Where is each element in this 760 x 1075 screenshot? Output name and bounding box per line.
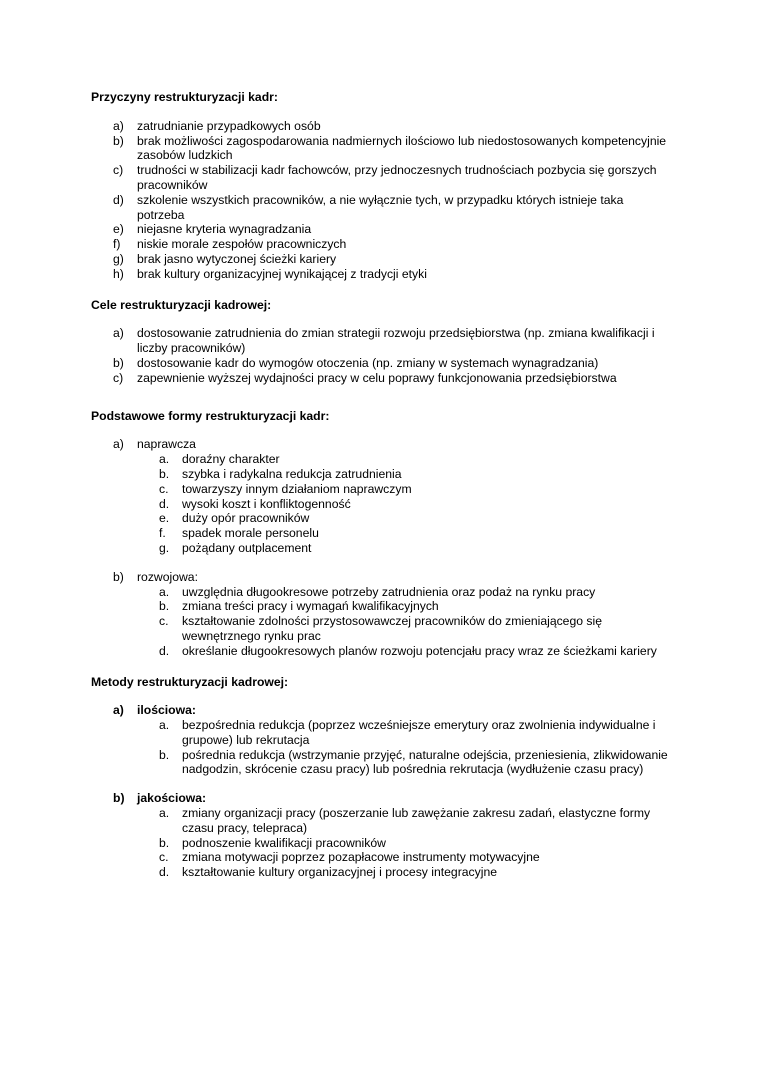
sub-list-item: [91, 836, 671, 851]
sub-list-marker: b.: [159, 747, 170, 762]
list-item: [91, 193, 671, 223]
list-marker: e): [113, 222, 124, 237]
list-item: [91, 134, 671, 164]
list-item: [91, 326, 671, 356]
sub-list-marker: e.: [159, 511, 170, 526]
sub-list-item-text: podnoszenie kwalifikacji pracowników: [182, 835, 386, 850]
sub-list-item-text: duży opór pracowników: [182, 511, 310, 526]
list-marker: a): [113, 326, 124, 341]
forms-list: [91, 437, 671, 658]
sub-list-item: [91, 482, 671, 497]
group-title: jakościowa:: [137, 791, 207, 806]
list-item-text: dostosowanie kadr do wymogów otoczenia (np. zmiany w systemach wynagradzania): [137, 355, 599, 370]
sub-list-item: [91, 850, 671, 865]
form-group-rozwojowa: [91, 570, 671, 585]
list-item: [91, 371, 671, 386]
list-item-text: brak możliwości zagospodarowania nadmiernych ilościowo lub niedostosowanych kompetencyjnie zasobów ludzkich: [137, 133, 667, 163]
list-item-text: niejasne kryteria wynagradzania: [137, 222, 312, 237]
list-marker: b): [113, 791, 125, 806]
sub-list-item: [91, 614, 671, 644]
sub-list-item: [91, 511, 671, 526]
sub-list-marker: b.: [159, 835, 170, 850]
list-marker: a): [113, 118, 124, 133]
sub-list-item: [91, 644, 671, 659]
sub-list-marker: c.: [159, 481, 169, 496]
sub-list-item-text: towarzyszy innym działaniom naprawczym: [182, 481, 412, 496]
section-heading-forms: Podstawowe formy restrukturyzacji kadr:: [91, 408, 330, 423]
section-heading-methods: Metody restrukturyzacji kadrowej:: [91, 674, 289, 689]
sub-list-item: [91, 806, 671, 836]
sub-list-item-text: wysoki koszt i konfliktogenność: [182, 496, 351, 511]
sub-list-item: [91, 748, 671, 778]
list-item-text: niskie morale zespołów pracowniczych: [137, 237, 347, 252]
sub-list-marker: a.: [159, 718, 170, 733]
sub-list-item: [91, 526, 671, 541]
sub-list-marker: g.: [159, 540, 170, 555]
sub-list-item-text: doraźny charakter: [182, 452, 280, 467]
list-marker: f): [113, 237, 121, 252]
spacer: [91, 777, 671, 791]
section-heading-causes: Przyczyny restrukturyzacji kadr:: [91, 90, 278, 104]
list-item-text: zapewnienie wyższej wydajności pracy w celu poprawy funkcjonowania przedsiębiorstwa: [137, 370, 617, 385]
list-marker: b): [113, 569, 124, 584]
list-item: [91, 163, 671, 193]
sub-list-item: [91, 452, 671, 467]
list-marker: a): [113, 437, 124, 452]
form-group-naprawcza: [91, 437, 671, 452]
sub-list-item: [91, 497, 671, 512]
sub-list-marker: d.: [159, 643, 170, 658]
list-item: [91, 222, 671, 237]
sub-list-marker: b.: [159, 466, 170, 481]
list-marker: c): [113, 163, 124, 178]
sub-list-item: [91, 541, 671, 556]
section-heading-goals: Cele restrukturyzacji kadrowej:: [91, 297, 272, 312]
sub-list-marker: a.: [159, 452, 170, 467]
method-group-jakosciowa: [91, 791, 671, 806]
sub-list-marker: a.: [159, 806, 170, 821]
sub-list-item-text: zmiana motywacji poprzez pozapłacowe instrumenty motywacyjne: [182, 850, 540, 865]
sub-list-item-text: uwzględnia długookresowe potrzeby zatrudnienia oraz podaż na rynku pracy: [182, 584, 596, 599]
list-marker: h): [113, 266, 124, 281]
sub-list-item-text: pośrednia redukcja (wstrzymanie przyjęć, naturalne odejścia, przeniesienia, zlikwidowanie nadgodzin, skrócenie czasu pracy) lub pośrednia rekrutacja (wydłużenie czasu pracy): [182, 747, 668, 777]
document-body: [91, 90, 671, 880]
sub-list-item-text: określanie długookresowych planów rozwoju potencjału pracy wraz ze ścieżkami kariery: [182, 643, 657, 658]
list-item: [91, 267, 671, 282]
sub-list-item-text: kształtowanie kultury organizacyjnej i procesy integracyjne: [182, 865, 497, 880]
list-marker: g): [113, 251, 124, 266]
method-group-ilosciowa: [91, 703, 671, 718]
methods-list: [91, 703, 671, 880]
sub-list-item-text: bezpośrednia redukcja (poprzez wcześniejsze emerytury oraz zwolnienia indywidualne i grupowe) lub rekrutacja: [182, 718, 656, 747]
causes-list: [91, 119, 671, 282]
list-item: [91, 119, 671, 134]
sub-list-marker: a.: [159, 584, 170, 599]
list-marker: c): [113, 370, 124, 385]
sub-list-item: [91, 467, 671, 482]
list-item-text: brak kultury organizacyjnej wynikającej z tradycji etyki: [137, 266, 427, 281]
list-marker: b): [113, 133, 124, 148]
sub-list-item-text: pożądany outplacement: [182, 540, 312, 555]
list-item-text: zatrudnianie przypadkowych osób: [137, 118, 321, 133]
sub-list-marker: f.: [159, 526, 166, 541]
list-item-text: dostosowanie zatrudnienia do zmian strategii rozwoju przedsiębiorstwa (np. zmiana kwalifikacji i liczby pracowników): [137, 326, 655, 356]
sub-list-item-text: spadek morale personelu: [182, 526, 319, 541]
list-marker: a): [113, 703, 124, 718]
list-marker: d): [113, 192, 124, 207]
group-title: rozwojowa:: [137, 569, 198, 584]
list-item-text: brak jasno wytyczonej ścieżki kariery: [137, 251, 337, 266]
sub-list-item-text: zmiana treści pracy i wymagań kwalifikacyjnych: [182, 599, 439, 614]
spacer: [91, 556, 671, 570]
list-item: [91, 237, 671, 252]
sub-list-item-text: kształtowanie zdolności przystosowawczej pracowników do zmieniającego się wewnętrznego rynku prac: [182, 614, 602, 643]
sub-list-item: [91, 585, 671, 600]
sub-list-item: [91, 865, 671, 880]
sub-list-marker: d.: [159, 865, 170, 880]
list-marker: b): [113, 355, 124, 370]
list-item-text: trudności w stabilizacji kadr fachowców, przy jednoczesnych trudnościach pozbycia się gorszych pracowników: [137, 163, 657, 192]
group-title: ilościowa:: [137, 703, 196, 718]
goals-list: [91, 326, 671, 385]
sub-list-marker: c.: [159, 614, 169, 629]
list-item: [91, 356, 671, 371]
sub-list-marker: d.: [159, 496, 170, 511]
list-item-text: szkolenie wszystkich pracowników, a nie wyłącznie tych, w przypadku których istnieje taka potrzeba: [137, 192, 624, 222]
sub-list-item: [91, 718, 671, 748]
sub-list-marker: b.: [159, 599, 170, 614]
sub-list-item-text: zmiany organizacji pracy (poszerzanie lub zawężanie zakresu zadań, elastyczne formy czasu pracy, telepraca): [182, 806, 651, 835]
sub-list-item-text: szybka i radykalna redukcja zatrudnienia: [182, 466, 402, 481]
sub-list-marker: c.: [159, 850, 169, 865]
list-item: [91, 252, 671, 267]
group-title: naprawcza: [137, 437, 196, 452]
sub-list-item: [91, 599, 671, 614]
